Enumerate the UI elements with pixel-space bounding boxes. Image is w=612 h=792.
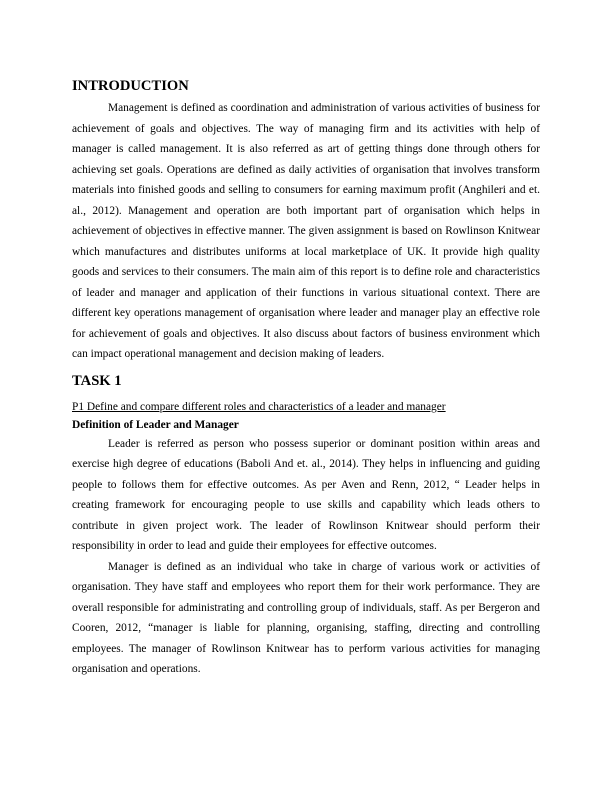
task1-heading: TASK 1 bbox=[72, 372, 122, 389]
leader-paragraph: Leader is referred as person who possess superior or dominant position within areas and exercise high degree of educations (Baboli And et. al., 2014). They helps in influencing and guiding people to follows them for effective outcomes. As per Aven and Renn, 2012, “ Leader helps in creating framework for encouraging people to use skills and capability which leads others to contribute in given project work. The leader of Rowlinson Knitwear should perform their responsibility in order to lead and guide their employees for effective outcomes. bbox=[72, 437, 540, 552]
p1-title: P1 Define and compare different roles and characteristics of a leader and manager bbox=[72, 400, 446, 413]
definition-heading: Definition of Leader and Manager bbox=[72, 418, 239, 431]
page-content bbox=[72, 78, 540, 680]
introduction-paragraph: Management is defined as coordination and administration of various activities of business for achievement of goals and objectives. The way of managing firm and its activities with help of manager is called management. It is also referred as art of getting things done through others for achieving set goals. Operations are defined as daily activities of organisation that involves transform materials into finished goods and selling to consumers for earning maximum profit (Anghileri and et. al., 2012). Management and operation are both important part of organisation which helps in achievement of objectives in effective manner. The given assignment is based on Rowlinson Knitwear which manufactures and distributes uniforms at local marketplace of UK. It provide high quality goods and services to their consumers. The main aim of this report is to define role and characteristics of leader and manager and application of their functions in various situational context. There are different key operations management of organisation where leader and manager play an effective role for achievement of goals and objectives. It also discuss about factors of business environment which can impact operational management and decision making of leaders. bbox=[72, 102, 540, 360]
introduction-heading: INTRODUCTION bbox=[72, 78, 189, 94]
manager-paragraph: Manager is defined as an individual who take in charge of various work or activities of organisation. They have staff and employees who report them for their work performance. They are overall responsible for administrating and controlling group of individuals, staff. As per Bergeron and Cooren, 2012, “manager is liable for planning, organising, staffing, directing and controlling employees. The manager of Rowlinson Knitwear has to perform various activities for managing organisation and operations. bbox=[72, 560, 540, 675]
